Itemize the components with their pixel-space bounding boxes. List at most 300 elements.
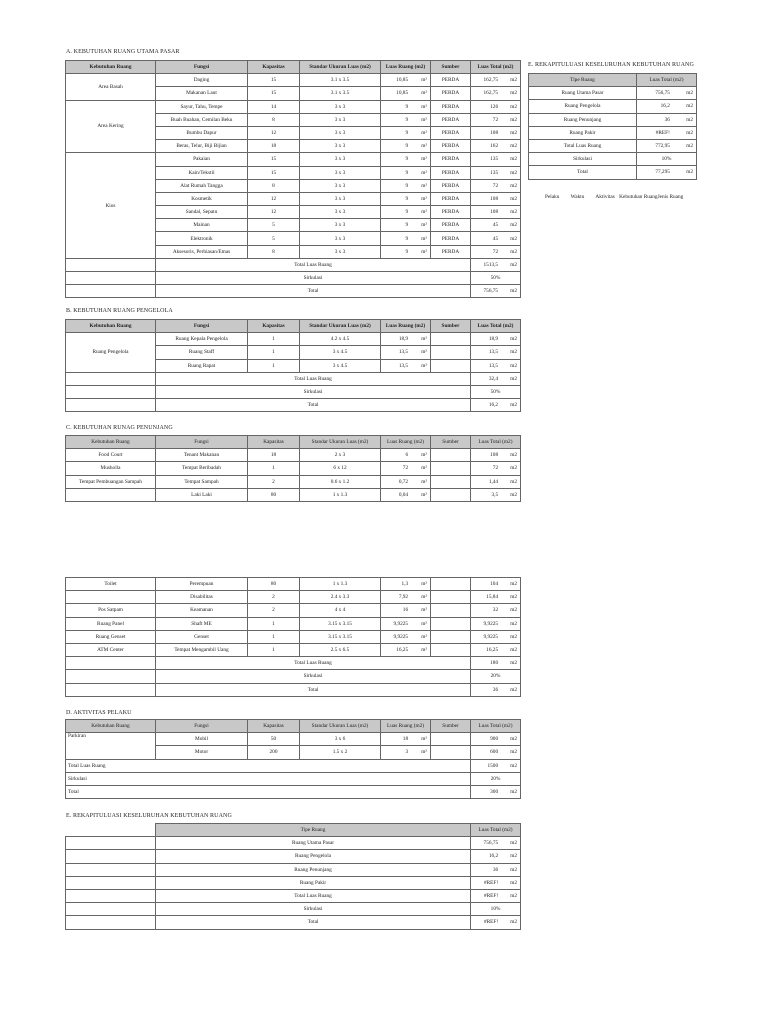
standar-ukuran-cell: 2.5 x 6.5	[300, 643, 381, 656]
cell-unit: m2	[510, 209, 517, 216]
sumber-cell	[431, 475, 471, 488]
cell-value: 16,2	[660, 103, 670, 110]
luas-ruang-cell	[381, 449, 431, 462]
luas-total-cell	[471, 87, 521, 100]
cell-value: 16,2	[488, 853, 499, 860]
sumber-cell	[431, 462, 471, 475]
fungsi-cell: Kosmetik	[156, 192, 248, 205]
summary-row	[66, 657, 521, 670]
summary-row	[66, 785, 521, 798]
luas-total-cell	[637, 87, 697, 100]
kebutuhan-ruang-cell	[66, 591, 156, 604]
cell-value: 36	[492, 686, 499, 693]
luas-ruang-cell	[381, 126, 431, 139]
table-row	[66, 488, 521, 501]
table-row	[66, 863, 521, 876]
cell-value: 72	[402, 465, 409, 472]
kapasitas-cell: 200	[248, 746, 300, 759]
sumber-cell: PERDA	[431, 87, 471, 100]
waktu-label: Waktu	[570, 194, 585, 200]
cell-unit: m²	[421, 156, 427, 163]
summary-row	[66, 399, 521, 412]
luas-total-cell	[471, 733, 521, 746]
kapasitas-cell: 1	[248, 462, 300, 475]
summary-label: Total Luas Ruang	[156, 372, 471, 385]
luas-total-cell	[471, 604, 521, 617]
luas-ruang-cell	[381, 206, 431, 219]
luas-total-cell	[471, 166, 521, 179]
summary-label: Total	[156, 683, 471, 696]
tipe-ruang-cell: Ruang Utama Pasar	[529, 87, 637, 100]
fungsi-cell: Daging	[156, 74, 248, 87]
cell-unit: m2	[510, 261, 517, 268]
section-e-bottom-title: E. REKAPITULUASI KESELURUHAN KEBUTUHAN RUANG	[66, 813, 232, 819]
cell-unit: m2	[510, 478, 517, 485]
cell-unit: m2	[510, 607, 517, 614]
table-row	[529, 113, 697, 126]
luas-ruang-cell	[381, 359, 431, 372]
tipe-ruang-cell: Total Luas Ruang	[529, 139, 637, 152]
fungsi-cell: Motor	[156, 746, 248, 759]
fungsi-cell: Tempat Mengambil Uang	[156, 643, 248, 656]
kapasitas-cell: 5	[248, 219, 300, 232]
kapasitas-cell: 15	[248, 153, 300, 166]
standar-ukuran-cell: 3.15 x 3.15	[300, 630, 381, 643]
cell-value: 300	[490, 789, 499, 796]
summary-value	[471, 759, 521, 772]
sumber-cell	[431, 359, 471, 372]
cell-unit: m²	[421, 77, 427, 84]
cell-value: 135	[490, 156, 499, 163]
summary-spacer	[66, 837, 156, 850]
summary-row	[66, 683, 521, 696]
sumber-cell: PERDA	[431, 100, 471, 113]
cell-value: 9	[405, 156, 409, 163]
summary-value: 20%	[471, 670, 521, 683]
fungsi-cell: Makanan Laut	[156, 87, 248, 100]
cell-unit: m2	[510, 789, 517, 796]
luas-ruang-cell	[381, 74, 431, 87]
cell-value: 104	[490, 581, 499, 588]
table-rekapitulasi-bottom	[65, 823, 521, 930]
sumber-cell: PERDA	[431, 192, 471, 205]
column-header: Standar Ukuran Luas (m2)	[300, 61, 381, 74]
cell-unit: m2	[510, 840, 518, 847]
cell-value: 16,25	[396, 647, 409, 654]
sumber-cell: PERDA	[431, 245, 471, 258]
kapasitas-cell: 5	[248, 232, 300, 245]
luas-ruang-cell	[381, 630, 431, 643]
cell-unit: m2	[510, 686, 517, 693]
column-header: Standar Ukuran Luas (m2)	[300, 720, 381, 733]
tipe-ruang-cell: Ruang Pakir	[156, 876, 471, 889]
luas-ruang-cell	[381, 591, 431, 604]
cell-value: 9,9225	[393, 633, 409, 640]
column-header: Sumber	[431, 61, 471, 74]
cell-unit: m2	[510, 491, 517, 498]
sumber-cell	[431, 643, 471, 656]
column-header: Sumber	[431, 436, 471, 449]
summary-spacer	[66, 285, 156, 298]
cell-unit: m²	[421, 749, 427, 756]
standar-ukuran-cell: 3 x 3	[300, 219, 381, 232]
cell-unit: m2	[510, 222, 517, 229]
fungsi-cell: Laki Laki	[156, 488, 248, 501]
cell-unit: m²	[421, 90, 427, 97]
fungsi-cell: Sayur, Tahu, Tempe	[156, 100, 248, 113]
cell-unit: m2	[510, 402, 517, 409]
kapasitas-cell: 8	[248, 179, 300, 192]
summary-spacer	[66, 385, 156, 398]
sumber-cell	[431, 604, 471, 617]
cell-unit: m²	[421, 222, 427, 229]
cell-value: 9	[405, 103, 409, 110]
cell-unit: m²	[421, 581, 427, 588]
cell-value: 756,75	[483, 840, 499, 847]
cell-value: 9,9225	[483, 633, 499, 640]
luas-ruang-cell	[381, 578, 431, 591]
column-header: Kebutuhan Ruang	[66, 436, 156, 449]
summary-label: Sirkulasi	[156, 385, 471, 398]
fungsi-cell: Kain/Tekstil	[156, 166, 248, 179]
cell-unit: m2	[510, 235, 517, 242]
cell-value: 162	[490, 143, 499, 150]
luas-ruang-cell	[381, 87, 431, 100]
cell-value: 108	[490, 130, 499, 137]
cell-value: 9	[405, 182, 409, 189]
luas-ruang-cell	[381, 746, 431, 759]
table-row	[66, 630, 521, 643]
cell-value: 36	[492, 866, 499, 873]
column-header: Standar Ukuran Luas (m2)	[300, 436, 381, 449]
kapasitas-cell: 1	[248, 617, 300, 630]
cell-unit: m2	[686, 116, 693, 123]
column-header: Sumber	[431, 720, 471, 733]
fungsi-cell: Elektronik	[156, 232, 248, 245]
luas-total-cell	[471, 916, 521, 929]
column-header: Luas Total (m2)	[471, 61, 521, 74]
summary-row	[66, 385, 521, 398]
summary-label: Total	[156, 285, 471, 298]
kapasitas-cell: 80	[248, 488, 300, 501]
fungsi-cell: Beras, Telur, Biji Bijian	[156, 140, 248, 153]
cell-value: 45	[492, 235, 499, 242]
luas-ruang-cell	[381, 219, 431, 232]
column-header: Tipe Ruang	[156, 824, 471, 837]
cell-unit: m²	[421, 103, 427, 110]
luas-ruang-cell	[381, 140, 431, 153]
cell-unit: m2	[510, 130, 517, 137]
kebutuhan-ruang-cell	[66, 488, 156, 501]
kapasitas-cell: 12	[248, 192, 300, 205]
cell-value: 10,85	[396, 77, 409, 84]
cell-value: 162,75	[483, 90, 499, 97]
cell-value: 13,5	[398, 349, 409, 356]
table-row	[66, 876, 521, 889]
section-a-title: A. KEBUTUHAN RUANG UTAMA PASAR	[66, 49, 180, 55]
summary-label: Total Luas Ruang	[156, 657, 471, 670]
luas-ruang-cell	[381, 245, 431, 258]
fungsi-cell: Ruang Kepala Pengelola	[156, 333, 248, 346]
table-row	[529, 153, 697, 166]
table-kebutuhan-ruang-utama	[65, 60, 521, 298]
standar-ukuran-cell: 2 x 3	[300, 449, 381, 462]
summary-value: 50%	[471, 385, 521, 398]
column-header: Standar Ukuran Luas (m2)	[300, 320, 381, 333]
section-d-title: D. AKTIVITAS PELAKU	[66, 710, 132, 716]
summary-spacer	[66, 850, 156, 863]
summary-label: Total Luas Ruang	[156, 258, 471, 271]
table-row	[66, 475, 521, 488]
column-header: Tipe Ruang	[529, 74, 637, 87]
kapasitas-cell: 1	[248, 359, 300, 372]
standar-ukuran-cell: 3.1 x 3.5	[300, 87, 381, 100]
luas-total-cell	[471, 889, 521, 902]
kapasitas-cell: 8	[248, 113, 300, 126]
cell-unit: m²	[421, 143, 427, 150]
cell-unit: m2	[510, 195, 517, 202]
cell-unit: m2	[510, 660, 517, 667]
luas-total-cell	[471, 850, 521, 863]
cell-value: #REF!	[655, 129, 670, 136]
cell-value: 180	[490, 660, 499, 667]
table-header-row	[66, 720, 521, 733]
summary-row	[66, 772, 521, 785]
section-e-right-title: E. REKAPITULUASI KESELURUHAN KEBUTUHAN RUANG	[528, 62, 694, 68]
luas-ruang-cell	[381, 179, 431, 192]
summary-spacer	[66, 670, 156, 683]
kebutuhan-ruang-cell: Toilet	[66, 578, 156, 591]
column-header: Luas Total (m2)	[471, 720, 521, 733]
standar-ukuran-cell: 0.6 x 1.2	[300, 475, 381, 488]
cell-unit: m2	[510, 452, 517, 459]
cell-unit: m2	[510, 77, 517, 84]
cell-value: 1500	[487, 762, 499, 769]
cell-unit: m²	[421, 478, 427, 485]
luas-total-cell	[471, 578, 521, 591]
summary-value	[471, 258, 521, 271]
luas-total-cell	[471, 462, 521, 475]
cell-value: 16,2	[488, 402, 499, 409]
standar-ukuran-cell: 3 x 3	[300, 192, 381, 205]
kebutuhan-ruang-cell: Mushollа	[66, 462, 156, 475]
cell-unit: m2	[510, 90, 517, 97]
summary-row	[66, 258, 521, 271]
column-header: Kapasitas	[248, 320, 300, 333]
summary-spacer	[66, 683, 156, 696]
sumber-cell	[431, 333, 471, 346]
summary-label: Total	[156, 399, 471, 412]
fungsi-cell: Ruang Rapat	[156, 359, 248, 372]
standar-ukuran-cell: 3 x 3	[300, 100, 381, 113]
table-row	[66, 850, 521, 863]
column-header: Kebutuhan Ruang	[66, 61, 156, 74]
summary-row	[66, 759, 521, 772]
luas-total-cell	[471, 206, 521, 219]
table-header-row	[66, 320, 521, 333]
column-header: Luas Total (m2)	[471, 824, 521, 837]
summary-row	[66, 670, 521, 683]
summary-spacer	[66, 399, 156, 412]
table-row	[529, 87, 697, 100]
summary-spacer	[66, 903, 156, 916]
cell-value: 45	[492, 222, 499, 229]
luas-total-cell	[471, 245, 521, 258]
table-row	[66, 591, 521, 604]
column-header: Kebutuhan Ruang	[66, 320, 156, 333]
column-header: Luas Total (m2)	[471, 320, 521, 333]
fungsi-cell: Shaft ME	[156, 617, 248, 630]
standar-ukuran-cell: 3 x 4.5	[300, 346, 381, 359]
cell-unit: m2	[686, 143, 693, 150]
luas-total-cell	[471, 140, 521, 153]
summary-value	[471, 399, 521, 412]
luas-total-cell	[637, 113, 697, 126]
kapasitas-cell: 2	[248, 591, 300, 604]
luas-total-cell	[471, 876, 521, 889]
table-row	[529, 100, 697, 113]
luas-total-cell	[471, 488, 521, 501]
kapasitas-cell: 80	[248, 578, 300, 591]
luas-ruang-cell	[381, 166, 431, 179]
cell-value: 6	[405, 452, 409, 459]
cell-unit: m2	[510, 288, 517, 295]
tipe-ruang-cell: Total Luas Ruang	[156, 889, 471, 902]
luas-total-cell	[471, 359, 521, 372]
sumber-cell: PERDA	[431, 219, 471, 232]
cell-unit: m2	[510, 736, 517, 743]
cell-unit: m2	[510, 620, 517, 627]
tipe-ruang-cell: Ruang Pengelola	[156, 850, 471, 863]
table-kebutuhan-ruang-pengelola	[65, 319, 521, 412]
luas-total-cell	[471, 449, 521, 462]
luas-total-cell	[471, 346, 521, 359]
standar-ukuran-cell: 3 x 3	[300, 179, 381, 192]
section-c-title: C. KEBUTUHAN RUNAG PENUNJANG	[66, 425, 173, 431]
cell-value: 9	[405, 222, 409, 229]
cell-value: 9	[405, 143, 409, 150]
table-row	[66, 643, 521, 656]
luas-total-cell	[637, 126, 697, 139]
cell-value: 1,3	[401, 581, 409, 588]
luas-total-cell	[471, 100, 521, 113]
cell-value: 600	[490, 749, 499, 756]
table-row	[529, 166, 697, 179]
luas-total-cell	[471, 192, 521, 205]
luas-total-cell	[637, 139, 697, 152]
summary-value: 50%	[471, 272, 521, 285]
cell-value: 108	[490, 195, 499, 202]
kebutuhan-ruang-group: Area Kering	[66, 100, 156, 153]
cell-unit: m²	[421, 349, 427, 356]
cell-unit: m2	[510, 182, 517, 189]
luas-ruang-cell	[381, 153, 431, 166]
cell-value: 0,72	[398, 478, 409, 485]
kapasitas-cell: 18	[248, 140, 300, 153]
cell-unit: m²	[421, 465, 427, 472]
table-row	[66, 449, 521, 462]
cell-value: 126	[490, 103, 499, 110]
table-row	[66, 617, 521, 630]
cell-unit: m2	[510, 919, 518, 926]
kebutuhan-ruang-cell: Ruang Panel	[66, 617, 156, 630]
column-header: Fungsi	[156, 720, 248, 733]
luas-ruang-cell	[381, 100, 431, 113]
cell-unit: m2	[510, 248, 517, 255]
cell-unit: m²	[421, 647, 427, 654]
cell-unit: m2	[510, 594, 517, 601]
sumber-cell: PERDA	[431, 179, 471, 192]
summary-spacer	[66, 889, 156, 902]
cell-unit: m2	[510, 143, 517, 150]
standar-ukuran-cell: 3 x 3	[300, 232, 381, 245]
kapasitas-cell: 15	[248, 74, 300, 87]
table-row	[66, 74, 521, 87]
luas-ruang-cell	[381, 488, 431, 501]
luas-total-cell	[471, 113, 521, 126]
cell-value: 756,75	[655, 90, 670, 97]
luas-total-cell	[637, 166, 697, 179]
table-row	[66, 916, 521, 929]
cell-unit: m2	[686, 103, 693, 110]
summary-spacer	[66, 876, 156, 889]
summary-value	[471, 372, 521, 385]
luas-ruang-cell	[381, 333, 431, 346]
luas-ruang-cell	[381, 462, 431, 475]
cell-value: 77,295	[655, 169, 670, 176]
cell-value: 36	[664, 116, 670, 123]
summary-value	[471, 683, 521, 696]
summary-row	[66, 285, 521, 298]
luas-ruang-cell	[381, 475, 431, 488]
fungsi-cell: Bumbu Dapur	[156, 126, 248, 139]
sumber-cell	[431, 617, 471, 630]
cell-value: 108	[490, 209, 499, 216]
fungsi-cell: Tenant Makanan	[156, 449, 248, 462]
cell-unit: m²	[421, 182, 427, 189]
sumber-cell: PERDA	[431, 166, 471, 179]
cell-unit: m2	[510, 349, 517, 356]
cell-value: 32,4	[488, 375, 499, 382]
fungsi-cell: Buah Buahan, Cemilan Beku	[156, 113, 248, 126]
cell-value: 108	[490, 452, 499, 459]
luas-total-cell	[471, 232, 521, 245]
cell-value: 32	[492, 607, 499, 614]
kebutuhan-ruang-cell: Ruang Genset	[66, 630, 156, 643]
summary-spacer	[66, 916, 156, 929]
cell-unit: m²	[421, 736, 427, 743]
table-header-row	[529, 74, 697, 87]
cell-value: 162,75	[483, 77, 499, 84]
summary-spacer	[66, 372, 156, 385]
fungsi-cell: Mobil	[156, 733, 248, 746]
cell-unit: m2	[510, 156, 517, 163]
tipe-ruang-cell: Ruang Utama Pasar	[156, 837, 471, 850]
cell-value: 900	[490, 736, 499, 743]
luas-total-cell	[471, 617, 521, 630]
cell-value: 3	[405, 749, 409, 756]
aktivitas-label: Aktivitas	[595, 194, 615, 200]
fungsi-cell: Disabilitas	[156, 591, 248, 604]
kapasitas-cell: 15	[248, 166, 300, 179]
cell-value: 18,9	[398, 336, 409, 343]
cell-unit: m2	[510, 169, 517, 176]
column-header: Kebutuhan Ruang	[66, 720, 156, 733]
luas-ruang-cell	[381, 604, 431, 617]
kapasitas-cell: 12	[248, 126, 300, 139]
aktivitas-pelaku-header	[545, 194, 693, 200]
cell-value: 72	[492, 182, 499, 189]
